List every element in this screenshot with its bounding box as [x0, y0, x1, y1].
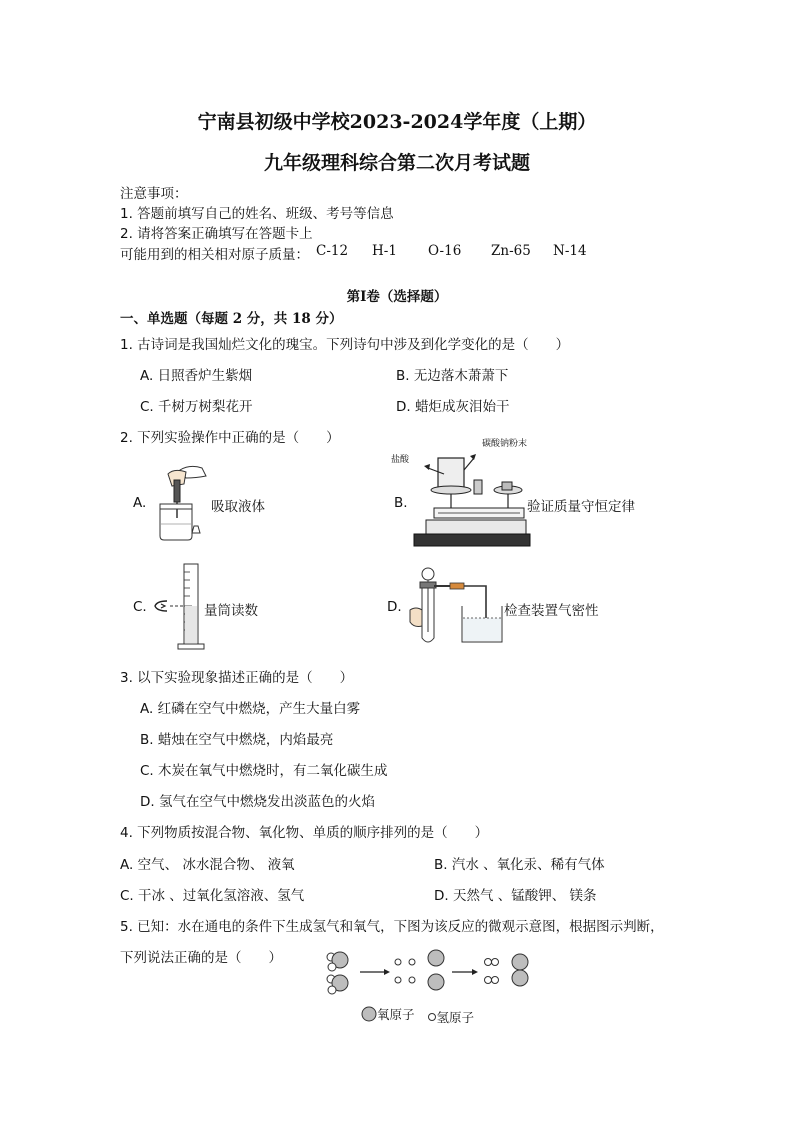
q1-option-c: C. 千树万树梨花开	[140, 399, 253, 415]
q3-option-c: C. 木炭在氧气中燃烧时，有二氧化碳生成	[140, 763, 388, 779]
q4-option-d: D. 天然气 、锰酸钾、 镁条	[434, 888, 597, 904]
section-title: 第Ⅰ卷（选择题）	[346, 289, 448, 305]
q2-stem: 2. 下列实验操作中正确的是（ ）	[120, 430, 340, 446]
q2-c-eye-icon	[153, 599, 169, 613]
q3-option-d: D. 氢气在空气中燃烧发出淡蓝色的火焰	[140, 794, 375, 810]
atomic-mass-c: C-12	[316, 243, 349, 259]
hydrogen-atom-icon	[427, 1012, 437, 1022]
q2-b-balance-figure	[408, 448, 528, 550]
q4-option-b: B. 汽水 、氧化汞、稀有气体	[434, 857, 605, 873]
q2-a-stopper-figure	[191, 524, 201, 534]
atomic-mass-label: 可能用到的相关相对原子质量：	[120, 247, 309, 263]
q3-stem: 3. 以下实验现象描述正确的是（ ）	[120, 670, 354, 686]
legend-hydrogen-label: 氢原子	[436, 1010, 475, 1025]
q2-option-d-label: 检查装置气密性	[504, 603, 599, 619]
water-molecule-top	[327, 952, 348, 971]
q2-letter-d: D.	[387, 599, 402, 615]
atomic-mass-o: O-16	[428, 243, 462, 259]
exam-title-line1: 宁南县初级中学校2023-2024学年度（上期）	[197, 111, 597, 133]
exam-title-line2: 九年级理科综合第二次月考试题	[263, 152, 530, 174]
q1-option-d: D. 蜡炬成灰泪始干	[396, 399, 510, 415]
q2-option-b-label: 验证质量守恒定律	[527, 499, 635, 515]
q5-legend	[361, 1005, 474, 1026]
q2-a-dropper-figure	[150, 462, 210, 542]
na2co3-label: 碳酸钠粉末	[482, 439, 528, 449]
q2-letter-c: C.	[133, 599, 147, 615]
note-item-2: 2. 请将答案正确填写在答题卡上	[120, 226, 313, 242]
oxygen-atom-icon	[361, 1006, 377, 1022]
q5-electrolysis-diagram	[322, 948, 537, 1000]
notes-heading: 注意事项：	[120, 186, 188, 202]
q1-option-b: B. 无边落木萧萧下	[396, 368, 509, 384]
atomic-mass-h: H-1	[372, 243, 397, 259]
q2-letter-a: A.	[133, 495, 147, 511]
water-molecule-bottom	[327, 975, 348, 994]
q5-stem-line1: 5. 已知：水在通电的条件下生成氢气和氧气，下图为该反应的微观示意图，根据图示判断，	[120, 919, 664, 935]
q4-stem: 4. 下列物质按混合物、氧化物、单质的顺序排列的是（ ）	[120, 825, 489, 841]
legend-oxygen-label: 氧原子	[377, 1007, 415, 1022]
note-item-1: 1. 答题前填写自己的姓名、班级、考号等信息	[120, 206, 394, 222]
q2-option-c-label: 量筒读数	[204, 603, 258, 619]
q2-c-cylinder-figure	[168, 562, 208, 652]
atomic-mass-n: N-14	[553, 243, 587, 259]
q1-stem: 1. 古诗词是我国灿烂文化的瑰宝。下列诗句中涉及到化学变化的是（ ）	[120, 337, 570, 353]
q4-option-a: A. 空气、 冰水混合物、 液氧	[120, 857, 295, 873]
part-title: 一、单选题（每题 2 分，共 18 分）	[120, 311, 343, 327]
hcl-label: 盐酸	[391, 455, 410, 465]
q2-option-a-label: 吸取液体	[211, 499, 265, 515]
q5-stem-line2: 下列说法正确的是（ ）	[120, 950, 282, 966]
q2-d-apparatus-figure	[404, 566, 504, 646]
q4-option-c: C. 干冰 、过氧化氢溶液、氢气	[120, 888, 305, 904]
atomic-mass-zn: Zn-65	[491, 243, 531, 259]
q1-option-a: A. 日照香炉生紫烟	[140, 368, 253, 384]
q3-option-b: B. 蜡烛在空气中燃烧，内焰最亮	[140, 732, 334, 748]
q2-letter-b: B.	[394, 495, 408, 511]
q3-option-a: A. 红磷在空气中燃烧，产生大量白雾	[140, 701, 361, 717]
